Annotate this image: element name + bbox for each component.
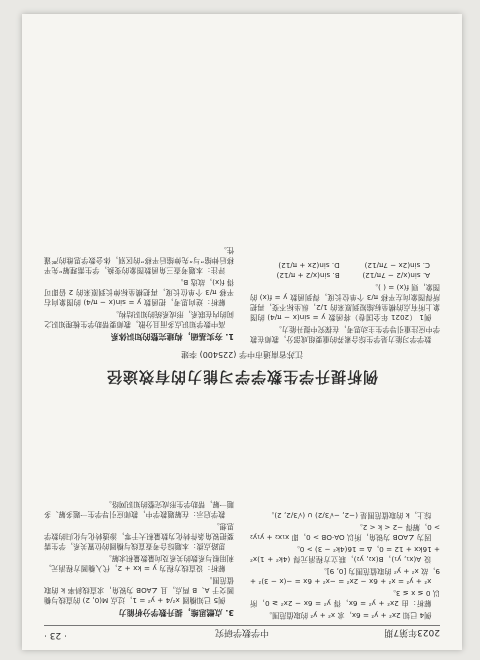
- article-title: 例析提升学生数学学习能力的有效途径: [106, 368, 379, 386]
- paragraph: 综上，k 的取值范围是 (−2, −√3/2) ∪ (√3/2, 2)。: [267, 511, 432, 520]
- scanned-page: [22, 14, 462, 650]
- paragraph: 解析：设直线方程为 y = kx + 2，代入椭圆方程消元，利用根与系数的关系及向量数量积求解。: [44, 554, 234, 573]
- choice-a: A. sin(x/2 − 7π/12): [362, 271, 430, 280]
- paragraph: 教学启示：在解题教学中，教师应引导学生一题多解、多题一解，帮助学生形成完整的知识网络。: [44, 500, 234, 519]
- page-header: [44, 625, 440, 642]
- choice-b: B. sin(x/2 + π/12): [276, 271, 340, 280]
- paragraph: 因为 ∠AOB 为锐角，所以 OA·OB > 0，即 x₁x₂ + y₁y₂ > 0，解得 −2 < k < 2。: [250, 523, 440, 542]
- paragraph: x² + y² = x² + 6x − 2x² = −x² + 6x = −(x − 3)² + 9，故 x² + y² 的取值范围为 [0, 9]。: [250, 567, 440, 586]
- paragraph: 设 A(x₁, y₁)，B(x₂, y₂)，联立方程消元得 (4k² + 1)x² + 16kx + 12 = 0，Δ = 16(4k² − 3) > 0。: [250, 545, 440, 564]
- paragraph: 解析：由 2x² + y² = 6x，得 y² = 6x − 2x² ≥ 0，所以 0 ≤ x ≤ 3。: [250, 589, 440, 608]
- lower-right-column: [44, 243, 234, 344]
- section-heading: 1. 夯实基础，构建完整的知识体系: [110, 332, 234, 341]
- paragraph: 数学学习能力是学生综合素养的重要组成部分，教师在教学中应注重引导学生主动思考，在探究中提升能力。: [250, 325, 440, 344]
- page-number: · 23 ·: [44, 630, 67, 640]
- issue-label: 2023年第7期: [384, 627, 440, 637]
- answer-choices: [250, 260, 430, 280]
- paragraph: 思路点拨：本题综合考查直线与椭圆的位置关系，学生需要把锐角条件转化为数量积大于零，渗透转化与化归的数学思想。: [44, 522, 234, 551]
- paragraph: 评注：本题考查三角函数图象的变换，学生需理解“先平移后伸缩”与“先伸缩后平移”的区别，体会数学思维的严谨性。: [44, 246, 234, 275]
- article-author: 江苏省南通市中学 (225400) 李建: [181, 350, 303, 359]
- paragraph: 解析：逆向思考，把函数 y = sin(x − π/4) 的图象向右平移 π/3 个单位长度，再把横坐标伸长到原来的 2 倍即可得 f(x)，故选 B。: [44, 278, 234, 307]
- section-heading: 3. 点燃思维，提升数学分析能力: [118, 608, 234, 617]
- page-content-rotated: [22, 14, 462, 650]
- choice-c: C. sin(2x − 7π/12): [364, 261, 430, 270]
- journal-name: 中学数学研究: [215, 627, 270, 637]
- paragraph: 例1 （2021 年全国卷）将函数 y = sin(x − π/4) 的图象上所有点的横坐标缩短到原来的 1/2，纵坐标不变，再把所得图象向左平移 π/3 个单位长度，得到函数 y = f(x) 的图象，则 f(x) = ( )。: [250, 283, 440, 322]
- upper-left-column: [250, 508, 440, 620]
- upper-right-column: [44, 497, 234, 620]
- choice-d: D. sin(2x + π/12): [278, 261, 340, 270]
- paragraph: 高中数学知识点多而且分散，教师要帮助学生梳理知识之间的内在联系，形成系统的知识结构。: [44, 310, 234, 329]
- paragraph: 例5 已知椭圆 x²/4 + y² = 1，过点 M(0, 2) 的直线与椭圆交于 A、B 两点，且 ∠AOB 为锐角，求直线斜率 k 的取值范围。: [44, 576, 234, 605]
- lower-left-column: [250, 258, 440, 344]
- paragraph: 例4 已知 2x² + y² = 6x，求 x² + y² 的取值范围。: [264, 611, 432, 620]
